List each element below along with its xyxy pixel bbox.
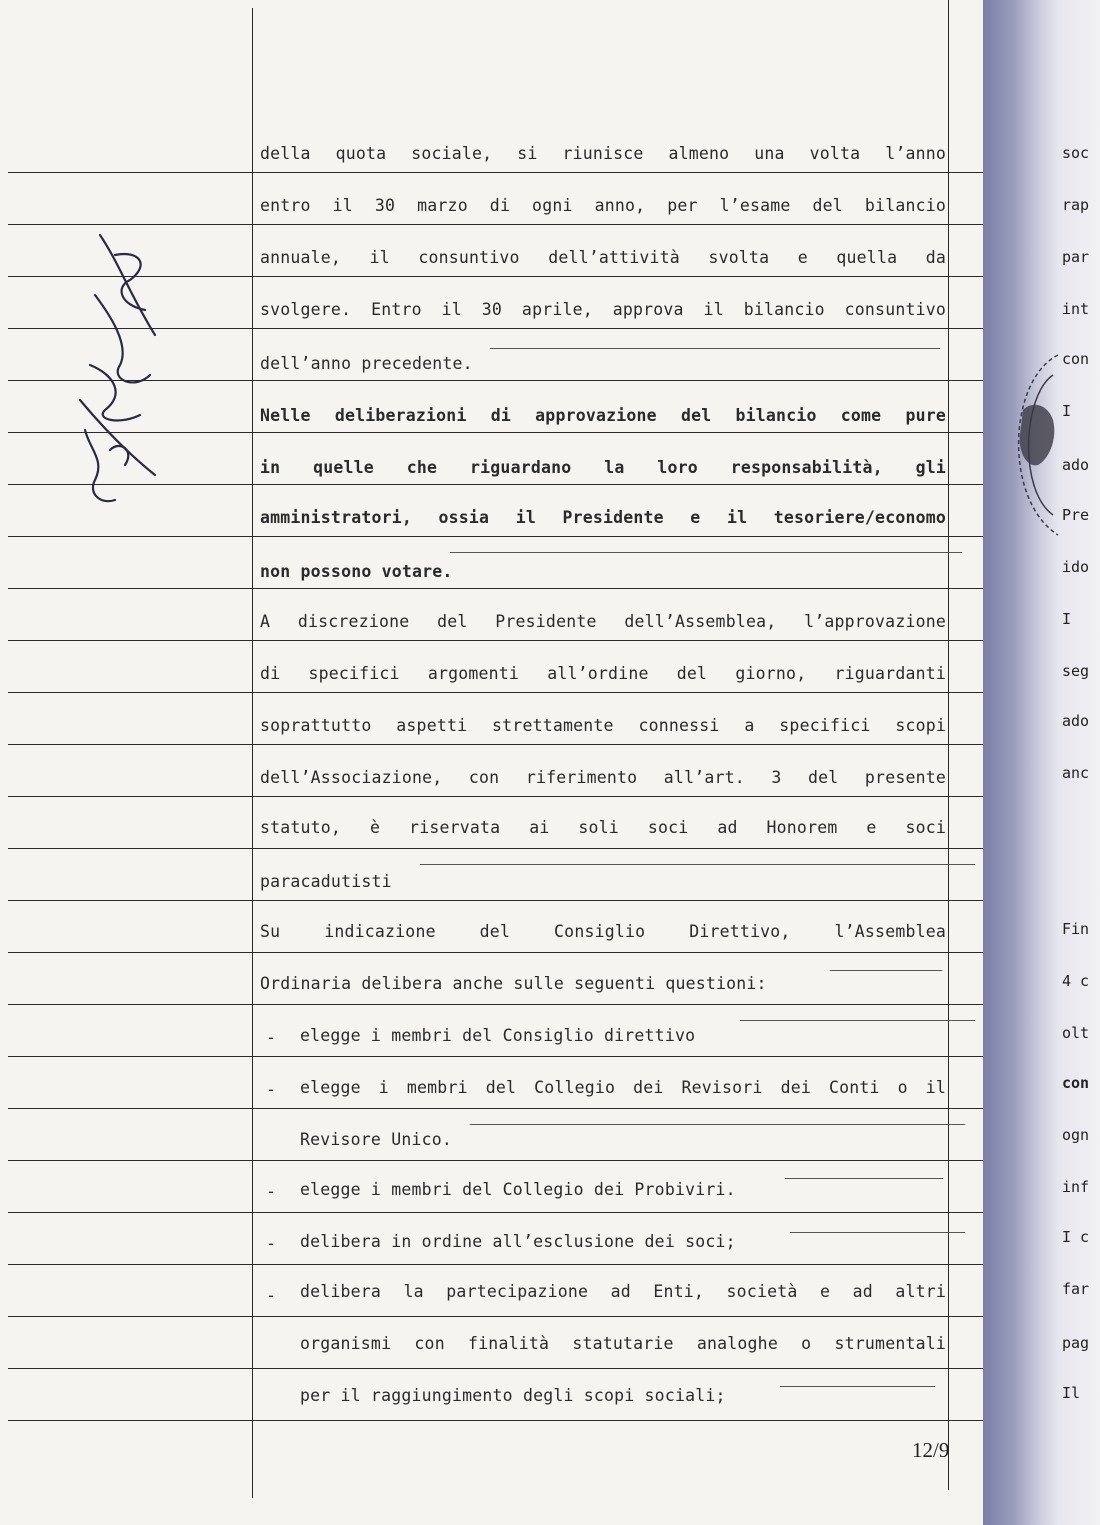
- edge-fragment: con: [1062, 1074, 1090, 1092]
- list-item-continuation: Revisore Unico.: [300, 1130, 453, 1149]
- filler-line: [780, 1386, 935, 1387]
- edge-fragment: anc: [1062, 764, 1090, 782]
- filler-line: [740, 1020, 975, 1021]
- ruling-line: [8, 1420, 983, 1421]
- edge-fragment: ado: [1062, 456, 1090, 474]
- text-line: in quelle che riguardano la loro responsabilità, gli: [260, 458, 946, 477]
- handwritten-signature: [60, 225, 200, 515]
- filler-line: [470, 1124, 965, 1125]
- ruling-line: [8, 1316, 983, 1317]
- page-number: 12/9: [912, 1438, 950, 1462]
- ruling-line: [8, 1160, 983, 1161]
- text-line: annuale, il consuntivo dell’attività svolta e quella da: [260, 248, 946, 267]
- list-item-continuation: per il raggiungimento degli scopi sociali;: [300, 1386, 726, 1405]
- list-item: elegge i membri del Collegio dei Revisori dei Conti o il: [300, 1078, 946, 1097]
- edge-fragment: Il: [1062, 1384, 1081, 1402]
- text-line: di specifici argomenti all’ordine del giorno, riguardanti: [260, 664, 946, 683]
- filler-line: [830, 970, 942, 971]
- ruling-line: [8, 1004, 983, 1005]
- ruling-line: [8, 1212, 983, 1213]
- text-line: non possono votare.: [260, 562, 453, 581]
- edge-fragment: ogn: [1062, 1126, 1090, 1144]
- text-line: entro il 30 marzo di ogni anno, per l’esame del bilancio: [260, 196, 946, 215]
- list-item: delibera la partecipazione ad Enti, società e ad altri: [300, 1282, 946, 1301]
- list-dash: -: [266, 1234, 276, 1253]
- edge-fragment: seg: [1062, 662, 1090, 680]
- edge-fragment: par: [1062, 248, 1090, 266]
- text-line: statuto, è riservata ai soli soci ad Honorem e soci: [260, 818, 946, 837]
- text-line: dell’Associazione, con riferimento all’art. 3 del presente: [260, 768, 946, 787]
- text-line: amministratori, ossia il Presidente e il tesoriere/economo: [260, 508, 946, 527]
- edge-fragment: ido: [1062, 558, 1090, 576]
- text-line: Ordinaria delibera anche sulle seguenti questioni:: [260, 974, 767, 993]
- edge-fragment: olt: [1062, 1024, 1090, 1042]
- ruling-line: [8, 1264, 983, 1265]
- right-margin-line: [948, 0, 949, 1490]
- edge-fragment: pag: [1062, 1334, 1090, 1352]
- edge-fragment: far: [1062, 1280, 1090, 1298]
- ruling-line: [8, 172, 983, 173]
- edge-fragment: ado: [1062, 712, 1090, 730]
- edge-fragment: 4 c: [1062, 972, 1090, 990]
- edge-fragment: rap: [1062, 196, 1090, 214]
- list-dash: -: [266, 1182, 276, 1201]
- ruling-line: [8, 588, 983, 589]
- left-margin-line: [252, 8, 253, 1498]
- ruling-line: [8, 692, 983, 693]
- ruling-line: [8, 744, 983, 745]
- edge-fragment: inf: [1062, 1178, 1090, 1196]
- list-item-continuation: organismi con finalità statutarie analoghe o strumentali: [300, 1334, 946, 1353]
- filler-line: [790, 1232, 965, 1233]
- list-item: elegge i membri del Consiglio direttivo: [300, 1026, 696, 1045]
- ruling-line: [8, 848, 983, 849]
- text-line: paracadutisti: [260, 872, 392, 891]
- edge-fragment: Fin: [1062, 920, 1090, 938]
- list-dash: -: [266, 1028, 276, 1047]
- edge-fragment: Pre: [1062, 506, 1090, 524]
- ruling-line: [8, 796, 983, 797]
- stamp-seal: [998, 350, 1068, 540]
- filler-line: [785, 1178, 943, 1179]
- filler-line: [450, 552, 962, 553]
- filler-line: [490, 348, 940, 349]
- filler-line: [420, 864, 975, 865]
- text-line: della quota sociale, si riunisce almeno una volta l’anno: [260, 144, 946, 163]
- text-line: soprattutto aspetti strettamente connessi a specifici scopi: [260, 716, 946, 735]
- edge-fragment: con: [1062, 350, 1090, 368]
- list-item: elegge i membri del Collegio dei Probiviri.: [300, 1180, 736, 1199]
- text-line: A discrezione del Presidente dell’Assemblea, l’approvazione: [260, 612, 946, 631]
- ruling-line: [8, 536, 983, 537]
- ruling-line: [8, 1108, 983, 1109]
- edge-fragment: I: [1062, 402, 1072, 420]
- edge-fragment: I c: [1062, 1228, 1090, 1246]
- ruling-line: [8, 640, 983, 641]
- ruling-line: [8, 1368, 983, 1369]
- text-line: Nelle deliberazioni di approvazione del bilancio come pure: [260, 406, 946, 425]
- edge-fragment: int: [1062, 300, 1090, 318]
- ruling-line: [8, 900, 983, 901]
- ruling-line: [8, 952, 983, 953]
- list-dash: -: [266, 1286, 276, 1305]
- list-item: delibera in ordine all’esclusione dei soci;: [300, 1232, 736, 1251]
- ruling-line: [8, 1056, 983, 1057]
- text-line: Su indicazione del Consiglio Direttivo, l’Assemblea: [260, 922, 946, 941]
- edge-fragment: soc: [1062, 144, 1090, 162]
- text-line: dell’anno precedente.: [260, 354, 473, 373]
- list-dash: -: [266, 1080, 276, 1099]
- text-line: svolgere. Entro il 30 aprile, approva il bilancio consuntivo: [260, 300, 946, 319]
- edge-fragment: I: [1062, 610, 1072, 628]
